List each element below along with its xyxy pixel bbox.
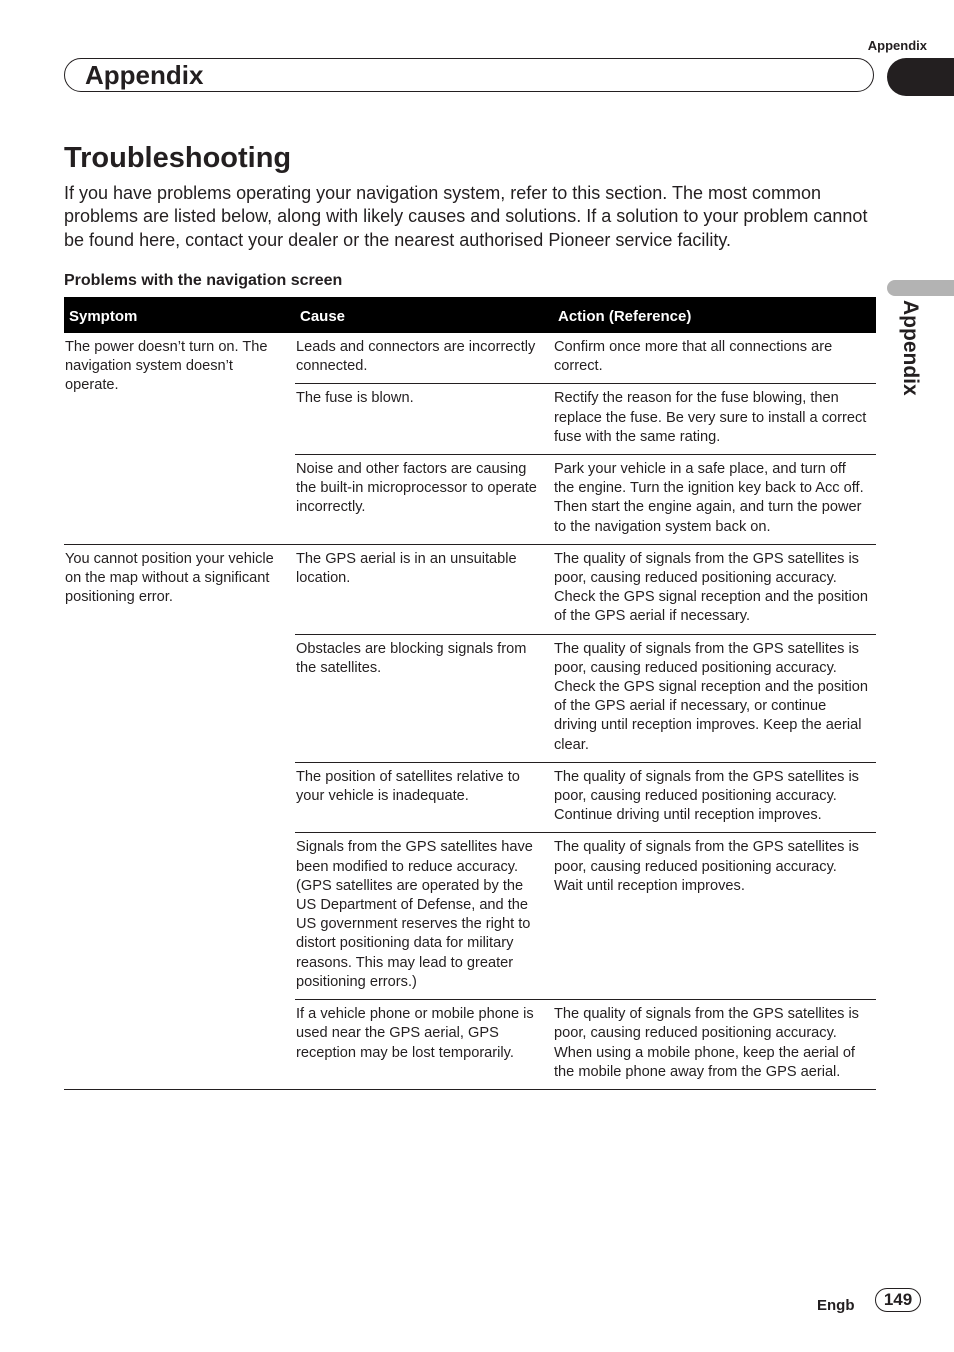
table-header-row <box>64 297 876 333</box>
page-number: 149 <box>875 1288 921 1312</box>
section-tab <box>887 58 954 96</box>
action-cell: The quality of signals from the GPS satellites is poor, causing reduced positioning accuracy. Wait until reception improves. <box>553 833 876 1000</box>
page-title: Troubleshooting <box>64 142 292 174</box>
running-header: Appendix <box>867 38 927 53</box>
side-label: Appendix <box>899 300 922 396</box>
chapter-header <box>64 58 874 92</box>
action-cell: Confirm once more that all connections are correct. <box>553 333 876 384</box>
symptom-cell: The power doesn’t turn on. The navigation system doesn’t operate. <box>64 333 295 544</box>
cause-cell: Signals from the GPS satellites have been modified to reduce accuracy. (GPS satellites are operated by the US Department of Defense, and the US government reserves the right to distort positioning data for military reasons. This may lead to greater positioning errors.) <box>295 833 553 1000</box>
action-cell: The quality of signals from the GPS satellites is poor, causing reduced positioning accuracy. Check the GPS signal reception and the position of the GPS aerial if necessary. <box>553 544 876 634</box>
header-symptom: Symptom <box>64 297 295 333</box>
cause-cell: The fuse is blown. <box>295 384 553 455</box>
cause-cell: Obstacles are blocking signals from the satellites. <box>295 634 553 762</box>
table-row <box>64 544 876 634</box>
table-row <box>64 333 876 384</box>
cause-cell: If a vehicle phone or mobile phone is used near the GPS aerial, GPS reception may be lost temporarily. <box>295 1000 553 1090</box>
intro-paragraph: If you have problems operating your navigation system, refer to this section. The most common problems are listed below, along with likely causes and solutions. If a solution to your problem cannot be found here, contact your dealer or the nearest authorised Pioneer service facility. <box>64 183 868 250</box>
action-cell: The quality of signals from the GPS satellites is poor, causing reduced positioning accuracy. When using a mobile phone, keep the aerial of the mobile phone away from the GPS aerial. <box>553 1000 876 1090</box>
cause-cell: The position of satellites relative to your vehicle is inadequate. <box>295 762 553 833</box>
header-cause: Cause <box>295 297 553 333</box>
section-title: Problems with the navigation screen <box>64 272 343 289</box>
symptom-cell: You cannot position your vehicle on the map without a significant positioning error. <box>64 544 295 1089</box>
cause-cell: The GPS aerial is in an unsuitable location. <box>295 544 553 634</box>
header-action: Action (Reference) <box>553 297 876 333</box>
chapter-title: Appendix <box>85 60 204 90</box>
cause-cell: Leads and connectors are incorrectly connected. <box>295 333 553 384</box>
action-cell: The quality of signals from the GPS satellites is poor, causing reduced positioning accuracy. Continue driving until reception improves. <box>553 762 876 833</box>
cause-cell: Noise and other factors are causing the built-in microprocessor to operate incorrectly. <box>295 455 553 545</box>
troubleshooting-table <box>64 297 876 1090</box>
action-cell: Park your vehicle in a safe place, and turn off the engine. Turn the ignition key back to Acc off. Then start the engine again, and turn the power to the navigation system back on. <box>553 455 876 545</box>
action-cell: The quality of signals from the GPS satellites is poor, causing reduced positioning accuracy. Check the GPS signal reception and the position of the GPS aerial if necessary, or continue driving until reception improves. Keep the aerial clear. <box>553 634 876 762</box>
footer-language: Engb <box>817 1297 855 1314</box>
action-cell: Rectify the reason for the fuse blowing, then replace the fuse. Be very sure to install a correct fuse with the same rating. <box>553 384 876 455</box>
side-tab <box>887 280 954 296</box>
